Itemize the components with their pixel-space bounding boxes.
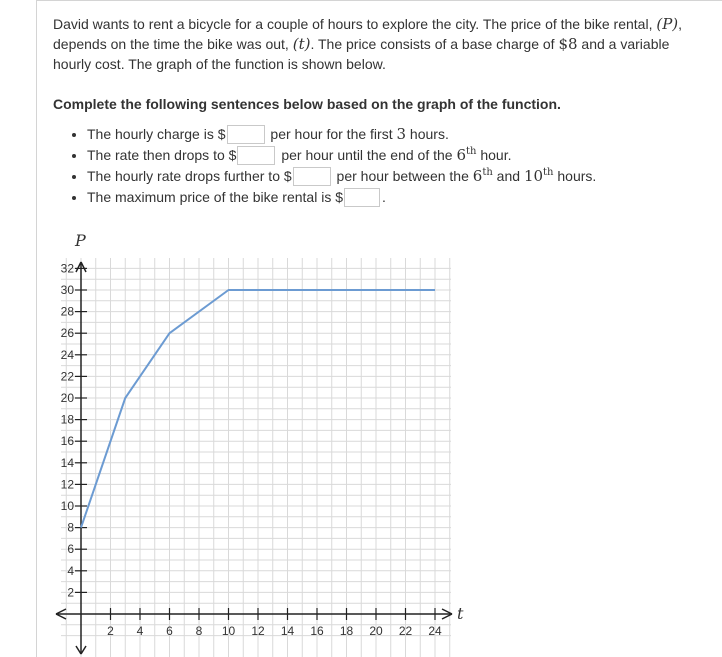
question-text: The maximum price of the bike rental is $: [87, 189, 343, 205]
y-tick-label: 16: [60, 434, 74, 449]
y-tick-label: 8: [67, 520, 74, 535]
intro-text-2: , depends on the time the bike was out,: [53, 16, 683, 52]
intro-var-t: (t): [292, 35, 311, 53]
x-tick-label: 6: [166, 624, 173, 638]
x-tick-label: 20: [369, 624, 383, 638]
y-tick-label: 2: [67, 585, 74, 600]
intro-var-p: (P): [656, 15, 679, 33]
y-tick-label: 10: [60, 499, 74, 513]
y-tick-label: 18: [60, 412, 74, 427]
y-axis-title: P: [75, 231, 86, 250]
y-tick-label: 32: [60, 261, 74, 276]
question-text: hours.: [406, 126, 449, 142]
question-superscript: th: [482, 167, 493, 178]
y-tick-label: 20: [60, 391, 74, 405]
x-tick-label: 24: [428, 624, 442, 638]
question-text: The hourly charge is $: [87, 126, 226, 142]
x-tick-label: 2: [107, 624, 114, 638]
y-tick-label: 30: [60, 283, 74, 297]
intro-text-3: . The price consists of a base charge of: [310, 36, 559, 52]
instructions-heading: Complete the following sentences below based on the graph of the function.: [53, 96, 561, 112]
x-tick-label: 4: [136, 624, 144, 638]
question-number: 6: [456, 146, 466, 164]
question-text: per hour between the: [332, 168, 473, 184]
question-text: hour.: [476, 147, 512, 163]
x-axis-title: t: [457, 604, 464, 623]
y-tick-label: 22: [60, 369, 74, 384]
question-superscript: th: [466, 146, 477, 157]
y-tick-label: 12: [60, 477, 74, 492]
x-tick-label: 8: [195, 624, 203, 638]
question-number: 10: [523, 167, 544, 185]
x-tick-label: 14: [280, 624, 295, 638]
y-tick-label: 6: [67, 542, 74, 557]
y-tick-label: 28: [60, 304, 74, 319]
y-tick-label: 26: [60, 326, 74, 341]
question-text: per hour until the end of the: [277, 147, 457, 163]
intro-text-4: and a variable hourly cost. The graph of the function is shown below.: [53, 36, 670, 72]
y-tick-label: 4: [67, 563, 74, 578]
x-tick-label: 18: [339, 624, 354, 638]
question-text: and: [492, 168, 524, 184]
y-tick-label: 14: [60, 455, 74, 470]
question-superscript: th: [543, 167, 554, 178]
question-text: per hour for the first: [266, 126, 397, 142]
y-tick-label: 24: [60, 347, 74, 362]
question-text: hours.: [553, 168, 597, 184]
question-text: The rate then drops to $: [87, 147, 237, 163]
x-tick-label: 22: [398, 624, 413, 638]
question-text: The hourly rate drops further to $: [87, 168, 292, 184]
x-tick-label: 16: [310, 624, 324, 638]
question-number: 3: [396, 125, 407, 143]
intro-base-charge: $8: [558, 35, 578, 53]
intro-text-1: David wants to rent a bicycle for a couple of hours to explore the city. The price of the bike rental,: [53, 16, 657, 32]
x-tick-label: 10: [221, 624, 236, 638]
question-number: 6: [472, 167, 483, 185]
x-tick-label: 12: [251, 624, 265, 638]
question-text: .: [382, 189, 386, 205]
